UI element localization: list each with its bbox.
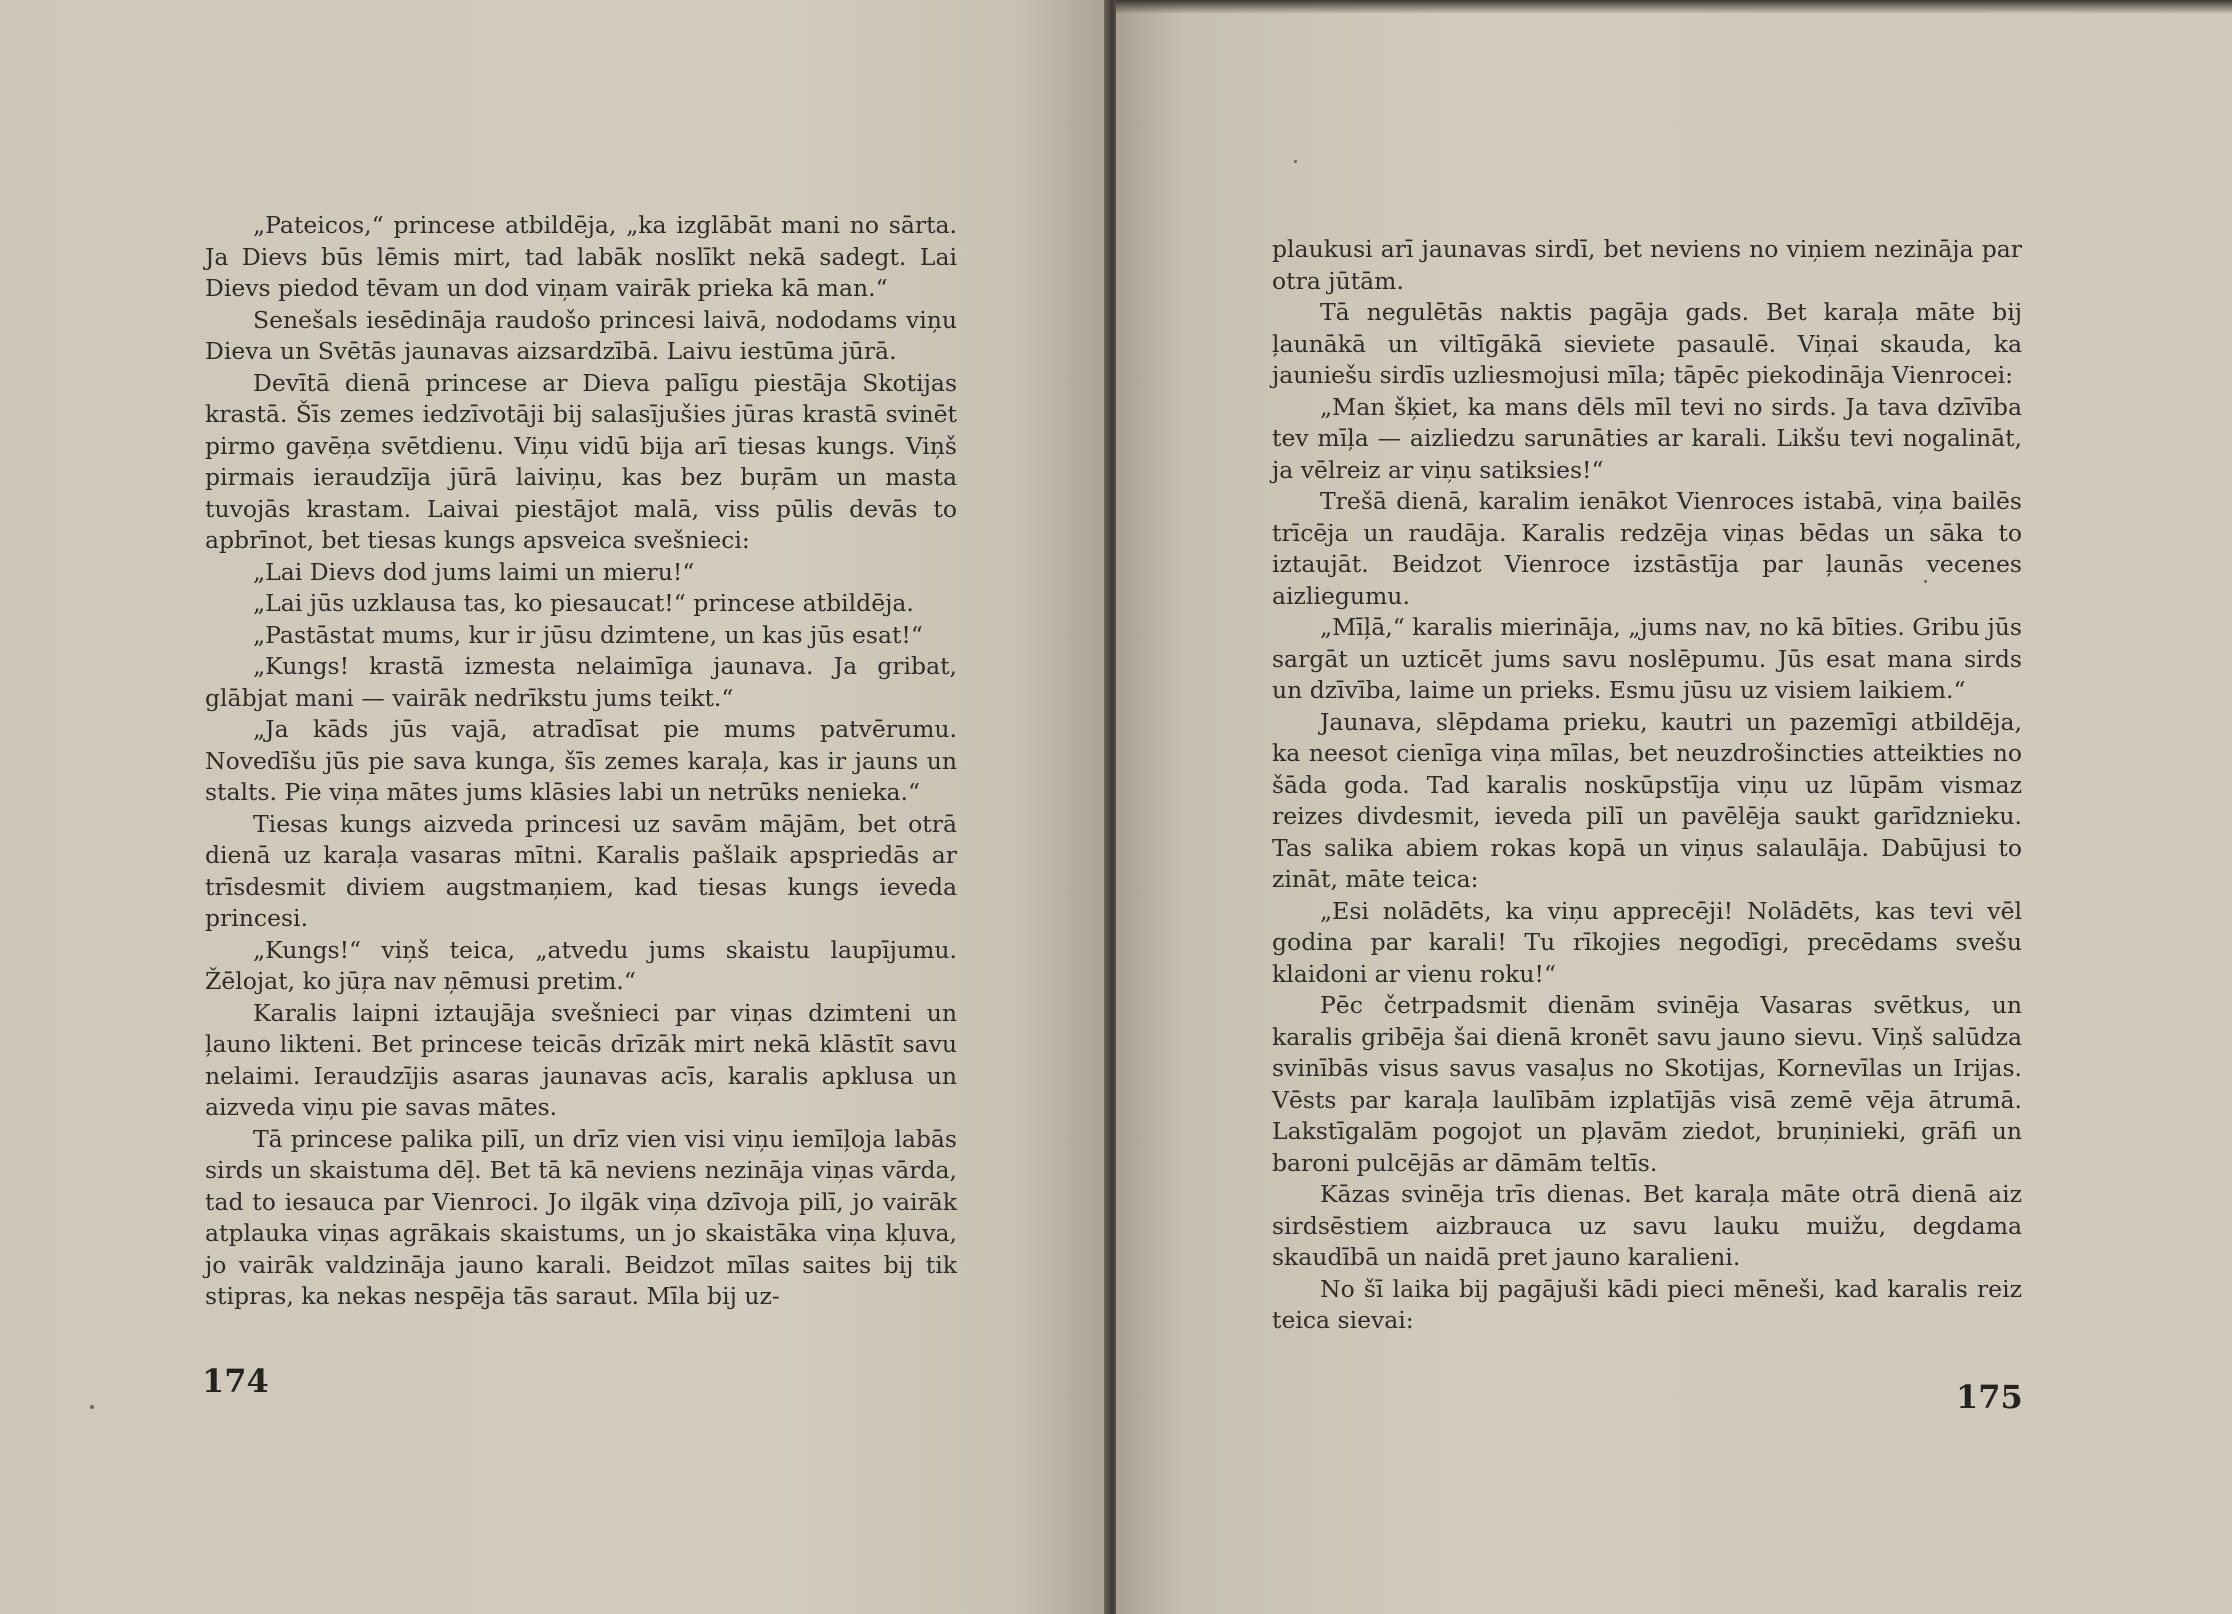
paragraph: „Man šķiet, ka mans dēls mīl tevi no sirds. Ja tava dzīvība tev mīļa — aizliedzu sarunāties ar karali. Likšu tevi nogalināt, ja vēlreiz ar viņu satiksies!“ (1272, 392, 2022, 484)
paragraph: Tiesas kungs aizveda princesi uz savām mājām, bet otrā dienā uz karaļa vasaras mītni. Karalis pašlaik apspriedās ar trīsdesmit diviem augstmaņiem, kad tiesas kungs ieveda princesi. (205, 809, 957, 932)
paragraph: Tā negulētās naktis pagāja gads. Bet karaļa māte bij ļaunākā un viltīgākā sieviete pasaulē. Viņai skauda, ka jauniešu sirdīs uzliesmojusi mīla; tāpēc piekodināja Vienrocei: (1272, 298, 2022, 389)
paragraph: „Kungs! krastā izmesta nelaimīga jaunava. Ja gribat, glābjat mani — vairāk nedrīkstu jums teikt.“ (205, 652, 957, 712)
paragraph: Kāzas svinēja trīs dienas. Bet karaļa māte otrā dienā aiz sirdsēstiem aizbrauca uz savu lauku muižu, degdama skaudībā un naidā pret jauno karalieni. (1272, 1180, 2022, 1271)
paragraph: „Esi nolādēts, ka viņu apprecēji! Nolādēts, kas tevi vēl godina par karali! Tu rīkojies negodīgi, precēdams svešu klaidoni ar vienu roku!“ (1272, 896, 2022, 988)
paragraph: Devītā dienā princese ar Dieva palīgu piestāja Skotijas krastā. Šīs zemes iedzīvotāji bij salasījušies jūras krastā svinēt pirmo gavēņa svētdienu. Viņu vidū bija arī tiesas kungs. Viņš pirmais ieraudzīja jūrā laiviņu, kas bez buŗām un masta tuvojās krastam. Laivai piestājot malā, viss pūlis devās to apbrīnot, bet tiesas kungs apsveica svešnieci: (205, 368, 957, 554)
paragraph: Pēc četrpadsmit dienām svinēja Vasaras svētkus, un karalis gribēja šai dienā kronēt savu jauno sievu. Viņš salūdza svinībās visus savus vasaļus no Skotijas, Kornevīlas un Irijas. Vēsts par karaļa laulībām izplatījās visā zemē vēja ātrumā. Lakstīgalām pogojot un pļavām ziedot, bruņinieki, grāfi un baroni pulcējās ar dāmām teltīs. (1272, 991, 2022, 1177)
paragraph: „Lai jūs uzklausa tas, ko piesaucat!“ princese atbildēja. (253, 589, 914, 617)
paragraph: „Ja kāds jūs vajā, atradīsat pie mums patvērumu. Novedīšu jūs pie sava kunga, šīs zemes karaļa, kas ir jauns un stalts. Pie viņa mātes jums klāsies labi un netrūks nenieka.“ (205, 715, 957, 806)
paragraph: „Pateicos,“ princese atbildēja, „ka izglābāt mani no sārta. Ja Dievs būs lēmis mirt, tad labāk noslīkt nekā sadegt. Lai Dievs piedod tēvam un dod viņam vairāk prieka kā man.“ (205, 211, 957, 302)
page-edge-shadow (1116, 0, 2232, 14)
left-page (0, 0, 1108, 1614)
page-number-left: 174 (202, 1362, 269, 1400)
paragraph: Karalis laipni iztaujāja svešnieci par viņas dzimteni un ļauno likteni. Bet princese teicās drīzāk mirt nekā klāstīt savu nelaimi. Ieraudzījis asaras jaunavas acīs, karalis apklusa un aizveda viņu pie savas mātes. (205, 998, 957, 1121)
paragraph: „Mīļā,“ karalis mierināja, „jums nav, no kā bīties. Gribu jūs sargāt un uzticēt jums savu noslēpumu. Jūs esat mana sirds un dzīvība, laime un prieks. Esmu jūsu uz visiem laikiem.“ (1272, 613, 2022, 704)
paragraph: „Kungs!“ viņš teica, „atvedu jums skaistu laupījumu. Žēlojat, ko jūŗa nav ņēmusi pretim.“ (205, 935, 957, 995)
paper-speck (90, 1405, 94, 1409)
paragraph: Jaunava, slēpdama prieku, kautri un pazemīgi atbildēja, ka neesot cienīga viņa mīlas, bet neuzdrošincties atteikties no šāda goda. Tad karalis noskūpstīja viņu uz lūpām vismaz reizes divdesmit, ieveda pilī un pavēlēja saukt garīdznieku. Tas salika abiem rokas kopā un viņus salaulāja. Dabūjusi to zināt, māte teica: (1272, 707, 2022, 893)
paragraph: „Pastāstat mums, kur ir jūsu dzimtene, un kas jūs esat!“ (253, 620, 923, 649)
right-page-text (1272, 234, 2022, 1337)
paragraph: Trešā dienā, karalim ienākot Vienroces istabā, viņa bailēs trīcēja un raudāja. Karalis redzēja viņas bēdas un sāka to iztaujāt. Beidzot Vienroce izstāstīja par ļaunās vecenes aizliegumu. (1272, 487, 2022, 610)
left-page-text (205, 210, 957, 1313)
page-number-right: 175 (1956, 1378, 2023, 1416)
paragraph: plaukusi arī jaunavas sirdī, bet neviens no viņiem nezināja par otra jūtām. (1272, 235, 2022, 295)
paragraph: No šī laika bij pagājuši kādi pieci mēneši, kad karalis reiz teica sievai: (1272, 1274, 2022, 1334)
paragraph: „Lai Dievs dod jums laimi un mieru!“ (253, 557, 695, 586)
paper-speck (1294, 160, 1297, 163)
paragraph: Tā princese palika pilī, un drīz vien visi viņu iemīļoja labās sirds un skaistuma dēļ. Bet tā kā neviens nezināja viņas vārda, tad to iesauca par Vienroci. Jo ilgāk viņa dzīvoja pilī, jo vairāk atplauka viņas agrākais skaistums, un jo skaistāka viņa kļuva, jo vairāk valdzināja jauno karali. Beidzot mīlas saites bij tik stipras, ka nekas nespēja tās saraut. Mīla bij uz- (205, 1124, 957, 1310)
paragraph: Senešals iesēdināja raudošo princesi laivā, nododams viņu Dieva un Svētās jaunavas aizsardzībā. Laivu iestūma jūrā. (205, 305, 957, 365)
